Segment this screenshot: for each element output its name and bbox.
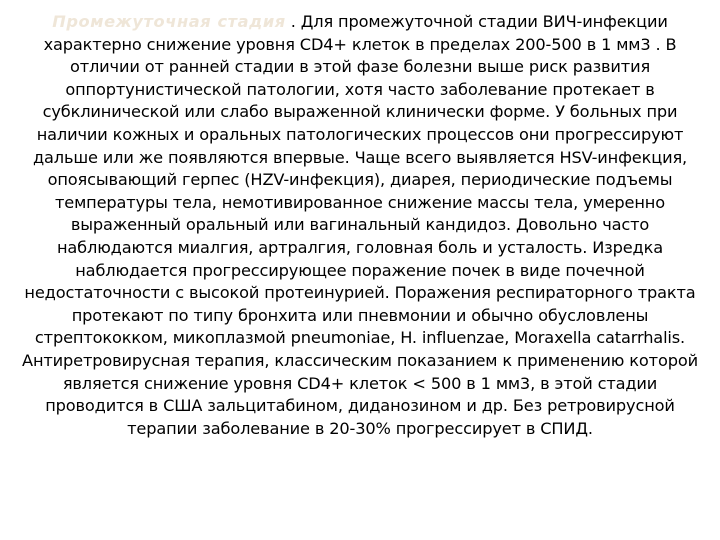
paragraph-intermediate-stage-body: . Для промежуточной стадии ВИЧ-инфекции характерно снижение уровня CD4+ клеток в пределах 200-500 в 1 мм3 . В отличии от ранней стадии в этой фазе болезни выше риск развития оппортунистической патологии, хотя часто заболевание протекает в субклинической или слабо выраженной клинически форме. У больных при наличии кожных и оральных патологических процессов они прогрессируют дальше или же появляются впервые. Чаще всего выявляется HSV-инфекция, опоясывающий герпес (HZV-инфекция), диарея, периодические подъемы температуры тела, немотивированное снижение массы тела, умеренно выраженный оральный или вагинальный кандидоз. Довольно часто наблюдаются миалгия, артралгия, головная боль и усталость. Изредка наблюдается прогрессирующее поражение почек в виде почечной недостаточности с высокой протеинурией. Поражения респираторного тракта протекают по типу бронхита или пневмонии и обычно обусловлены стрептококком, микоплазмой pneumoniae, H. influenzae, Moraxella catarrhalis. bbox=[24, 12, 696, 348]
paragraph-antiretroviral-therapy: Антиретровирусная терапия, классическим показанием к применению которой является снижение уровня CD4+ клеток < 500 в 1 мм3, в этой стадии проводится в США зальцитабином, диданозином и др. Без ретровирусной терапии заболевание в 20-30% прогрессирует в СПИД. bbox=[22, 350, 698, 438]
slide-text-block bbox=[22, 11, 698, 440]
paragraph-intermediate-stage bbox=[22, 11, 698, 350]
term-intermediate-stage: Промежуточная стадия bbox=[52, 12, 286, 31]
